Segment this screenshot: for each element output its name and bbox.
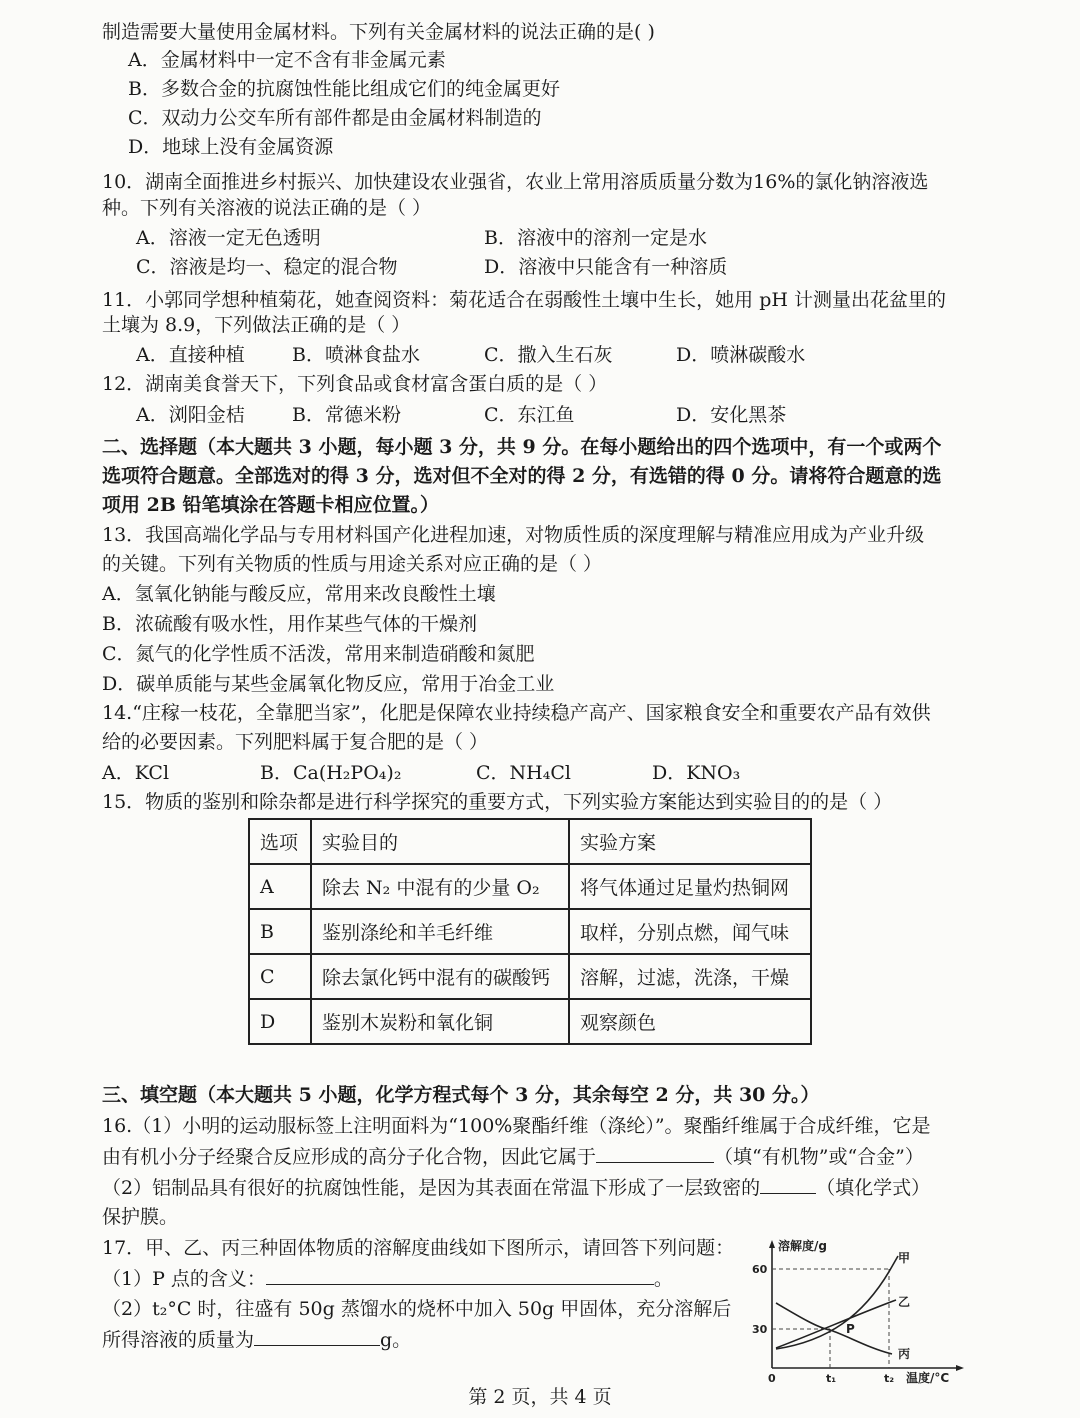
solubility-chart bbox=[748, 1236, 970, 1388]
table-cell: D bbox=[249, 999, 311, 1044]
q17-blank2-answer[interactable] bbox=[254, 1327, 380, 1346]
table-cell: 溶解，过滤，洗涤，干燥 bbox=[569, 954, 811, 999]
series-yi-curve bbox=[776, 1300, 896, 1348]
x-tick-label: t₂ bbox=[884, 1372, 895, 1385]
section2-heading-line1: 二、选择题（本大题共 3 小题，每小题 3 分，共 9 分。在每小题给出的四个选项中，有一个或两个 bbox=[102, 436, 942, 458]
q14-option-d: D．KNO₃ bbox=[652, 762, 741, 784]
q9-option-d: D．地球上没有金属资源 bbox=[128, 136, 334, 158]
q16-line2-text: 由有机小分子经聚合反应形成的高分子化合物，因此它属于 bbox=[102, 1146, 597, 1168]
table-cell: C bbox=[249, 954, 311, 999]
q16-line1: 16.（1）小明的运动服标签上注明面料为“100%聚酯纤维（涤纶）”。聚酯纤维属于合成纤维，它是 bbox=[102, 1115, 931, 1137]
q14-stem-line2: 给的必要因素。下列肥料属于复合肥的是（ ） bbox=[102, 731, 489, 753]
y-tick-label: 60 bbox=[752, 1263, 768, 1276]
q17-line4-end: g。 bbox=[380, 1329, 412, 1351]
table-row bbox=[249, 999, 811, 1044]
q14-option-c: C．NH₄Cl bbox=[476, 762, 571, 784]
table-cell: B bbox=[249, 909, 311, 954]
q17-line4 bbox=[102, 1327, 411, 1352]
table-row bbox=[249, 954, 811, 999]
table-header-cell: 选项 bbox=[249, 819, 311, 864]
q12-option-b: B．常德米粉 bbox=[292, 404, 401, 426]
q14-stem-line1: 14.“庄稼一枝花，全靠肥当家”，化肥是保障农业持续稳产高产、国家粮食安全和重要农产品有效供 bbox=[102, 702, 931, 724]
table-cell: 取样，分别点燃，闻气味 bbox=[569, 909, 811, 954]
q11-option-d: D．喷淋碳酸水 bbox=[676, 344, 806, 366]
section2-heading-line3: 项用 2B 铅笔填涂在答题卡相应位置。） bbox=[102, 494, 440, 516]
q17-blank1-answer[interactable] bbox=[266, 1266, 654, 1285]
table-cell: 鉴别木炭粉和氧化铜 bbox=[311, 999, 569, 1044]
x-axis-label: 温度/°C bbox=[906, 1371, 950, 1385]
series-label-bing: 丙 bbox=[898, 1347, 911, 1361]
q17-line2-text: （1）P 点的含义： bbox=[102, 1268, 266, 1290]
q10-option-c: C．溶液是均一、稳定的混合物 bbox=[136, 256, 398, 278]
q14-option-b: B．Ca(H₂PO₄)₂ bbox=[260, 762, 402, 784]
page-footer: 第 2 页，共 4 页 bbox=[468, 1386, 612, 1408]
q16-line3-text: （2）铝制品具有很好的抗腐蚀性能，是因为其表面在常温下形成了一层致密的 bbox=[102, 1177, 761, 1199]
q9-stem: 制造需要大量使用金属材料。下列有关金属材料的说法正确的是( ) bbox=[102, 21, 655, 43]
x-axis-arrow-icon bbox=[956, 1365, 964, 1371]
q12-option-c: C．东江鱼 bbox=[484, 404, 575, 426]
q16-line2-hint: （填“有机物”或“合金”） bbox=[714, 1146, 924, 1168]
q11-stem-line1: 11．小郭同学想种植菊花，她查阅资料：菊花适合在弱酸性土壤中生长，她用 pH 计测量出花盆里的 bbox=[102, 289, 946, 311]
q13-option-a: A．氢氧化钠能与酸反应，常用来改良酸性土壤 bbox=[102, 583, 496, 605]
series-label-jia: 甲 bbox=[898, 1251, 911, 1265]
q16-line3 bbox=[102, 1175, 930, 1200]
q16-line3-hint: （填化学式） bbox=[816, 1177, 931, 1199]
q16-line2 bbox=[102, 1144, 924, 1169]
y-axis-label: 溶解度/g bbox=[778, 1239, 827, 1253]
table-cell: 鉴别涤纶和羊毛纤维 bbox=[311, 909, 569, 954]
q13-stem-line1: 13．我国高端化学品与专用材料国产化进程加速，对物质性质的深度理解与精准应用成为产业升级 bbox=[102, 524, 925, 546]
origin-label: 0 bbox=[768, 1372, 776, 1385]
table-cell: 将气体通过足量灼热铜网 bbox=[569, 864, 811, 909]
table-header-row bbox=[249, 819, 811, 864]
q13-option-b: B．浓硫酸有吸水性，用作某些气体的干燥剂 bbox=[102, 613, 477, 635]
y-axis-arrow-icon bbox=[769, 1240, 775, 1248]
table-row bbox=[249, 864, 811, 909]
q11-stem-line2: 土壤为 8.9，下列做法正确的是（ ） bbox=[102, 314, 411, 336]
q10-option-d: D．溶液中只能含有一种溶质 bbox=[484, 256, 728, 278]
q10-stem-line1: 10．湖南全面推进乡村振兴、加快建设农业强省，农业上常用溶质质量分数为16%的氯化钠溶液选 bbox=[102, 171, 929, 193]
section3-heading: 三、填空题（本大题共 5 小题，化学方程式每个 3 分，其余每空 2 分，共 30 分。） bbox=[102, 1084, 820, 1106]
q12-option-d: D．安化黑茶 bbox=[676, 404, 787, 426]
series-label-yi: 乙 bbox=[898, 1295, 911, 1309]
q13-option-d: D．碳单质能与某些金属氧化物反应，常用于冶金工业 bbox=[102, 673, 555, 695]
q17-line2-end: 。 bbox=[653, 1268, 673, 1290]
q9-option-b: B．多数合金的抗腐蚀性能比组成它们的纯金属更好 bbox=[128, 78, 560, 100]
q10-stem-line2: 种。下列有关溶液的说法正确的是（ ） bbox=[102, 197, 432, 219]
q15-stem: 15．物质的鉴别和除杂都是进行科学探究的重要方式，下列实验方案能达到实验目的的是（ ） bbox=[102, 791, 893, 813]
table-row bbox=[249, 909, 811, 954]
x-tick-label: t₁ bbox=[826, 1372, 837, 1385]
q17-line4-text: 所得溶液的质量为 bbox=[102, 1329, 255, 1351]
table-cell: 除去氯化钙中混有的碳酸钙 bbox=[311, 954, 569, 999]
experiment-table bbox=[248, 818, 812, 1045]
table-cell: A bbox=[249, 864, 311, 909]
q17-line2 bbox=[102, 1266, 673, 1291]
q11-option-a: A．直接种植 bbox=[136, 344, 245, 366]
point-p-label: P bbox=[846, 1322, 855, 1336]
q9-option-a: A．金属材料中一定不含有非金属元素 bbox=[128, 49, 446, 71]
q17-line3: （2）t₂°C 时，往盛有 50g 蒸馏水的烧杯中加入 50g 甲固体，充分溶解后 bbox=[102, 1298, 732, 1320]
y-tick-label: 30 bbox=[752, 1323, 768, 1336]
series-jia-curve bbox=[776, 1256, 898, 1349]
q11-option-b: B．喷淋食盐水 bbox=[292, 344, 420, 366]
section2-heading-line2: 选项符合题意。全部选对的得 3 分，选对但不全对的得 2 分，有选错的得 0 分。请将符合题意的选 bbox=[102, 465, 942, 487]
q11-option-c: C．撒入生石灰 bbox=[484, 344, 613, 366]
table-cell: 观察颜色 bbox=[569, 999, 811, 1044]
q16-blank1-answer[interactable] bbox=[596, 1144, 714, 1163]
q12-option-a: A．浏阳金桔 bbox=[136, 404, 245, 426]
q14-option-a: A．KCl bbox=[102, 762, 170, 784]
table-header-cell: 实验目的 bbox=[311, 819, 569, 864]
q13-option-c: C．氮气的化学性质不活泼，常用来制造硝酸和氮肥 bbox=[102, 643, 535, 665]
q16-line4: 保护膜。 bbox=[102, 1206, 179, 1228]
q17-stem: 17．甲、乙、丙三种固体物质的溶解度曲线如下图所示，请回答下列问题： bbox=[102, 1237, 735, 1259]
q10-option-b: B．溶液中的溶剂一定是水 bbox=[484, 227, 707, 249]
q16-blank2-answer[interactable] bbox=[760, 1175, 816, 1194]
q13-stem-line2: 的关键。下列有关物质的性质与用途关系对应正确的是（ ） bbox=[102, 553, 603, 575]
table-header-cell: 实验方案 bbox=[569, 819, 811, 864]
q12-stem: 12．湖南美食誉天下，下列食品或食材富含蛋白质的是（ ） bbox=[102, 373, 608, 395]
q9-option-c: C．双动力公交车所有部件都是由金属材料制造的 bbox=[128, 107, 542, 129]
table-cell: 除去 N₂ 中混有的少量 O₂ bbox=[311, 864, 569, 909]
q10-option-a: A．溶液一定无色透明 bbox=[136, 227, 321, 249]
